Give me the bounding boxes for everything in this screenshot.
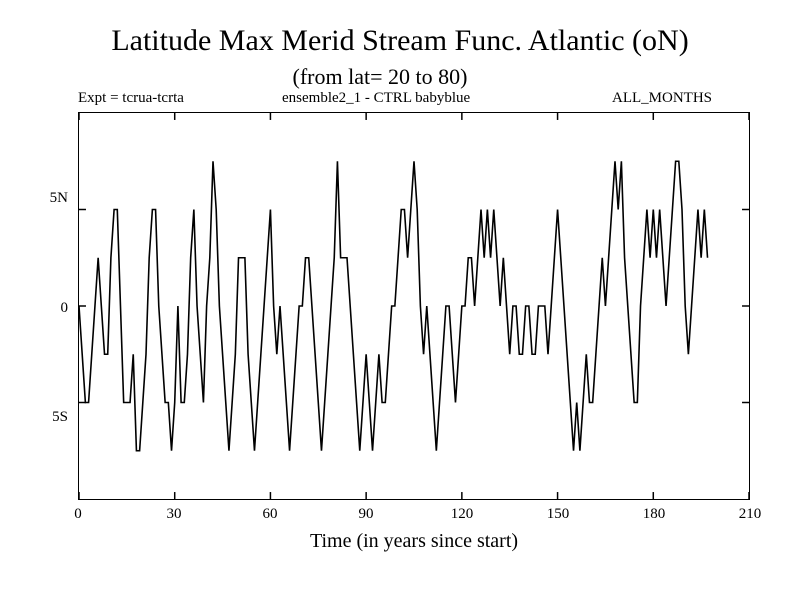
x-axis-title: Time (in years since start) [309,530,519,552]
page-title: Latitude Max Merid Stream Func. Atlantic (oN) [111,24,689,57]
plot-area [78,112,750,500]
xtick-label-30: 30 [166,506,182,522]
xtick-label-210: 210 [738,506,762,522]
annotation-row [0,90,800,110]
ytick-label-5n: 5N [49,190,68,206]
annotation-months: ALL_MONTHS [612,90,712,106]
xtick-label-180: 180 [642,506,666,522]
xtick-label-120: 120 [450,506,474,522]
annotation-ensemble: ensemble2_1 - CTRL babyblue [282,90,471,106]
ytick-label-5s: 5S [52,409,68,425]
annotation-experiment: Expt = tcrua-tcrta [78,90,184,106]
page-subtitle: (from lat= 20 to 80) [292,64,468,89]
xtick-label-60: 60 [262,506,278,522]
ytick-label-0: 0 [60,300,68,316]
xtick-label-150: 150 [546,506,570,522]
xtick-label-90: 90 [358,506,374,522]
data-series-line [79,113,749,499]
xtick-label-0: 0 [74,506,82,522]
